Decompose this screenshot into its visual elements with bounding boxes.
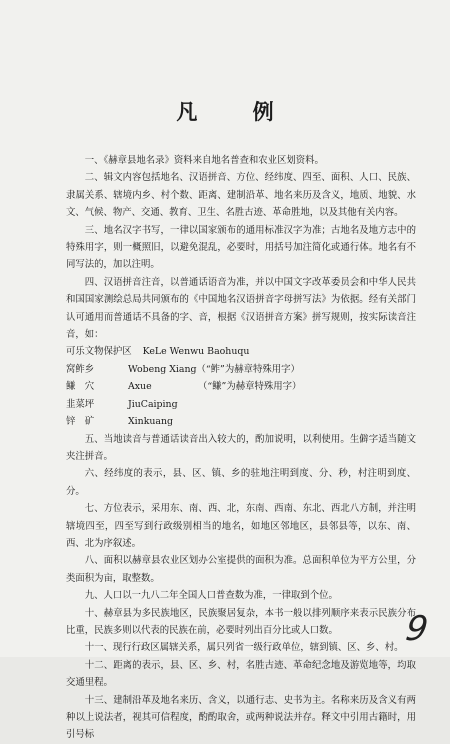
document-body: [66, 152, 416, 744]
example-name: 锌 矿: [66, 416, 95, 428]
example-pinyin: KeLe Wenwu Baohuqu: [142, 346, 250, 358]
example-line: [66, 378, 416, 395]
paragraph: 四、汉语拼音注音，以普通话语音为准，并以中国文字改革委员会和中华人民共和国国家测绘总局共同颁布的《中国地名汉语拼音字母拼写法》为依据。经有关部门认可通用而普通话不具备的字、音，根据《汉语拼音方案》拼写规则，按实际读音注音，如：: [66, 276, 416, 341]
example-pinyin: JiuCaiping: [128, 398, 178, 410]
paragraph: 八、面积以赫章县农业区划办公室提供的面积为准。总面积单位为平方公里，分类面积为亩，取整数。: [66, 555, 416, 584]
example-name: 韭菜坪: [66, 398, 95, 410]
example-name: 窝鲊乡: [66, 363, 95, 375]
paragraph: 六、经纬度的表示，县、区、镇、乡的驻地注明到度、分、秒，村注明到度、分。: [66, 468, 416, 497]
example-line: [66, 413, 416, 430]
paragraph: 十、赫章县为多民族地区，民族聚居复杂，本书一般以排列顺序来表示民族分布比重，民族多则以代表的民族在前，必要时列出百分比或人口数。: [66, 607, 416, 636]
paragraph: 十三、建制沿革及地名来历、含义，以通行志、史书为主。名称来历及含义有两种以上说法者，视其可信程度，酌酌取舍，或两种说法并存。释文中引用古籍时，用引号标: [66, 694, 416, 741]
paragraph: 十二、距离的表示，县、区、乡、村，名胜古迹、革命纪念地及游览地等，均取交通里程。: [66, 659, 416, 689]
paragraph: 九、人口以一九八二年全国人口普查数为准，一律取到个位。: [84, 590, 338, 602]
example-note: （“鲊”为赫章特殊用字）: [196, 363, 300, 375]
paragraph: 二、辑文内容包括地名、汉语拼音、方位、经纬度、四至、面积、人口、民族、隶属关系、辖境内乡、村个数、距离、建制沿革、地名来历及含义，地质、地貌、水文、气候、物产、交通、教育、卫生、名胜古迹、革命胜地，以及其他有关内容。: [66, 172, 416, 219]
paragraph: 一、《赫章县地名录》资料来自地名普查和农业区划资料。: [84, 155, 324, 166]
example-name: 可乐文物保护区: [66, 346, 132, 358]
example-pinyin: Xinkuang: [128, 416, 174, 428]
example-line: [66, 396, 416, 413]
example-pinyin: Wobeng Xiang: [128, 363, 197, 375]
paragraph: 十一、现行行政区属辖关系，属只列省一级行政单位，辖到镇、区、乡、村。: [84, 642, 404, 654]
example-pinyin: Axue: [128, 381, 152, 393]
example-note: （“鳒”为赫章特殊用字）: [198, 381, 302, 393]
page-title: 凡 例: [176, 99, 298, 124]
example-line: [66, 361, 416, 378]
paragraph: 三、地名汉字书写，一律以国家颁布的通用标准汉字为准；古地名及地方志中的特殊用字，则一概照旧，以避免混乱，必要时，用括号加注简化或通行体。地名有不同写法的，加以注明。: [66, 224, 416, 271]
example-name: 鳒 穴: [66, 381, 95, 393]
example-line: [66, 343, 416, 360]
paragraph: 七、方位表示，采用东、南、西、北，东南、西南、东北、西北八方制，并注明辖境四至，四至写到行政级别相当的地名，如地区邻地区，县邻县等，以东、南、西、北为序叙述。: [66, 503, 416, 549]
page-number: 9: [403, 609, 431, 649]
paragraph: 五、当地读音与普通话读音出入较大的，酌加说明，以利使用。生僻字适当随文夹注拼音。: [66, 433, 416, 462]
